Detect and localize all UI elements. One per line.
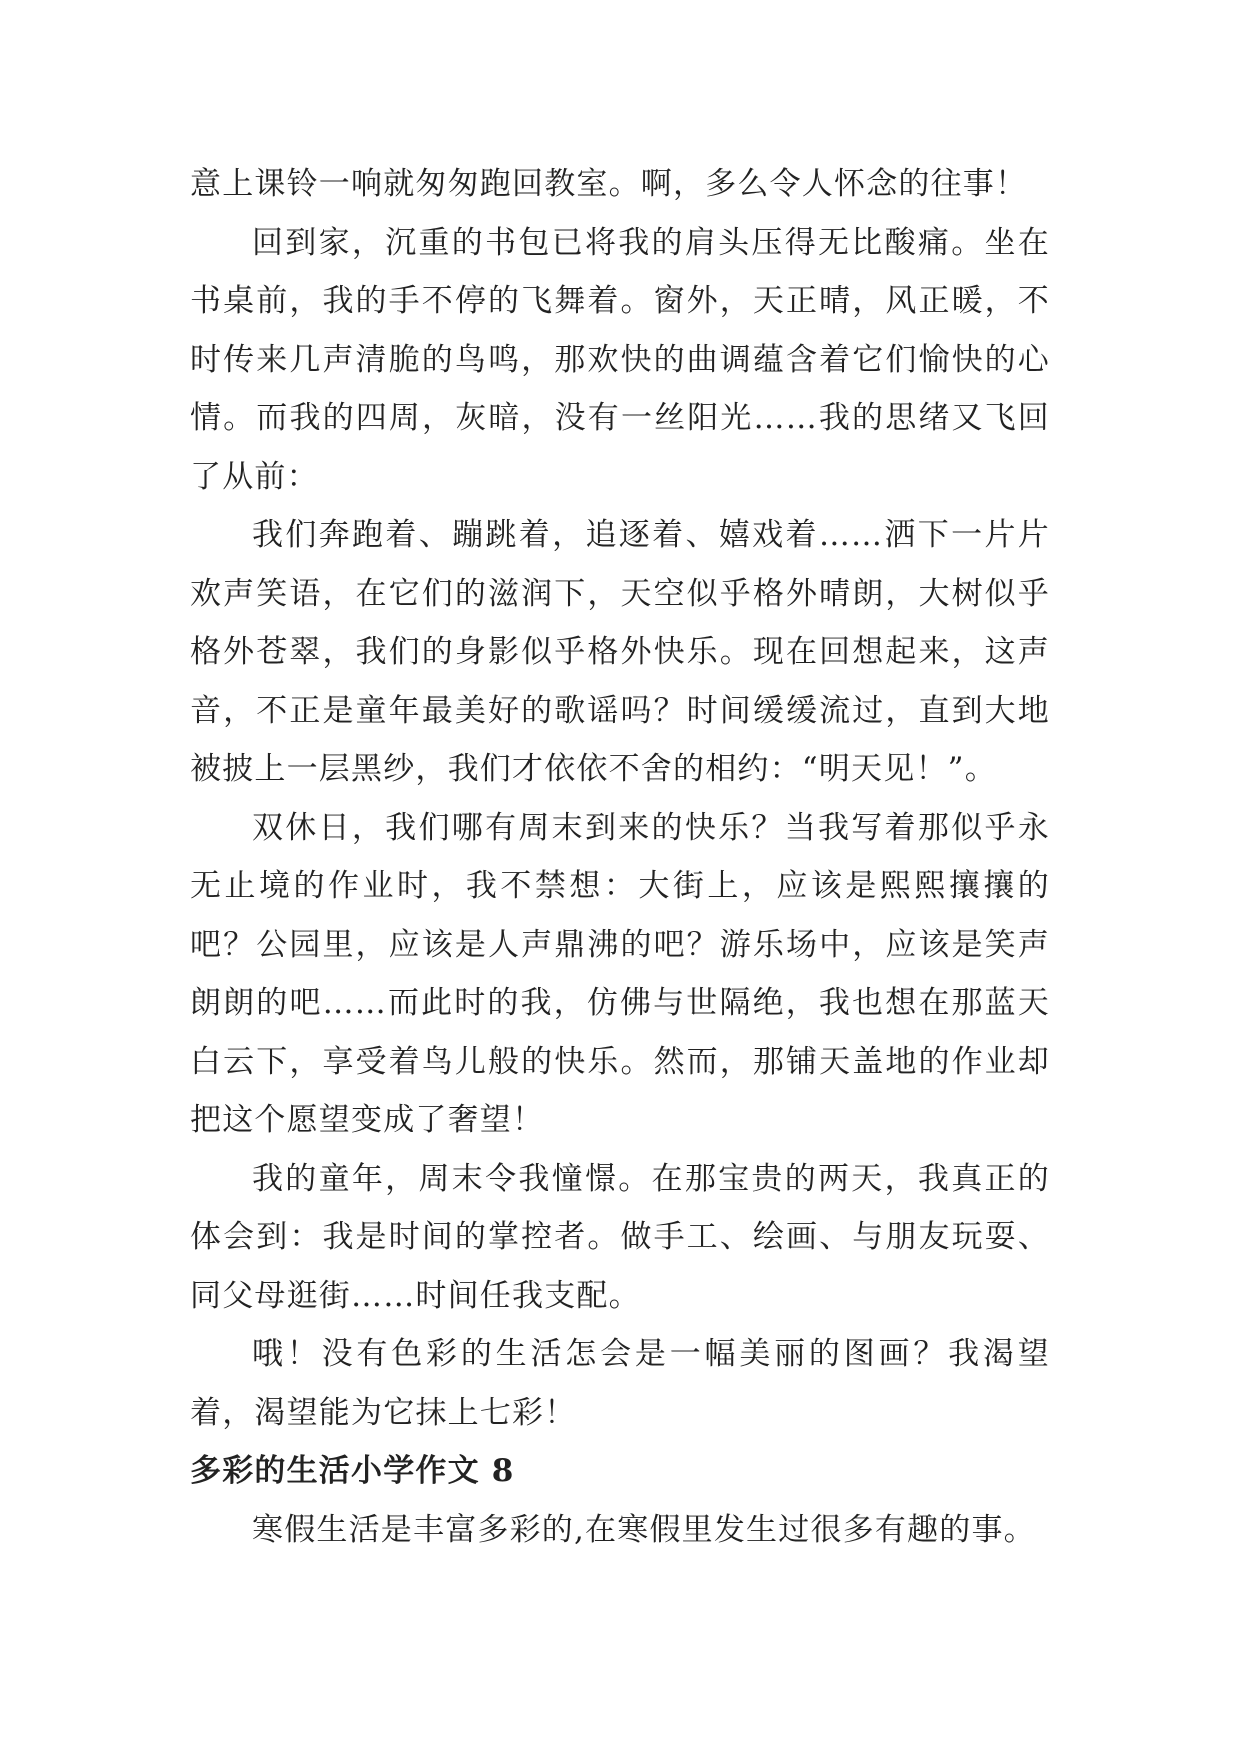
section-heading: 多彩的生活小学作文 8	[190, 1453, 515, 1489]
paragraph-weekend-homework: 双休日，我们哪有周末到来的快乐？当我写着那似乎永无止境的作业时，我不禁想：大街上，应该是熙熙攘攘的吧？公园里，应该是人声鼎沸的吧？游乐场中，应该是笑声朗朗的吧……而此时的我，仿佛与世隔绝，我也想在那蓝天白云下，享受着鸟儿般的快乐。然而，那铺天盖地的作业却把这个愿望变成了奢望！	[190, 809, 1050, 1138]
paragraph-winter-vacation: 寒假生活是丰富多彩的,在寒假里发生过很多有趣的事。	[252, 1511, 1036, 1548]
paragraph-continuation: 意上课铃一响就匆匆跑回教室。啊，多么令人怀念的往事！	[190, 166, 1028, 202]
paragraph-playing-memories: 我们奔跑着、蹦跳着，追逐着、嬉戏着……洒下一片片欢声笑语，在它们的滋润下，天空似乎格外晴朗，大树似乎格外苍翠，我们的身影似乎格外快乐。现在回想起来，这声音，不正是童年最美好的歌谣吗？时间缓缓流过，直到大地被披上一层黑纱，我们才依依不舍的相约：“明天见！”。	[190, 517, 1050, 787]
paragraph-after-school: 回到家，沉重的书包已将我的肩头压得无比酸痛。坐在书桌前，我的手不停的飞舞着。窗外，天正晴，风正暖，不时传来几声清脆的鸟鸣，那欢快的曲调蕴含着它们愉快的心情。而我的四周，灰暗，没有一丝阳光……我的思绪又飞回了从前：	[190, 224, 1050, 495]
document-body	[190, 155, 1050, 1559]
paragraph-colorful-longing: 哦！没有色彩的生活怎会是一幅美丽的图画？我渴望着，渴望能为它抹上七彩！	[190, 1336, 1050, 1431]
paragraph-childhood-weekend: 我的童年，周末令我憧憬。在那宝贵的两天，我真正的体会到：我是时间的掌控者。做手工、绘画、与朋友玩耍、同父母逛街……时间任我支配。	[190, 1160, 1050, 1314]
